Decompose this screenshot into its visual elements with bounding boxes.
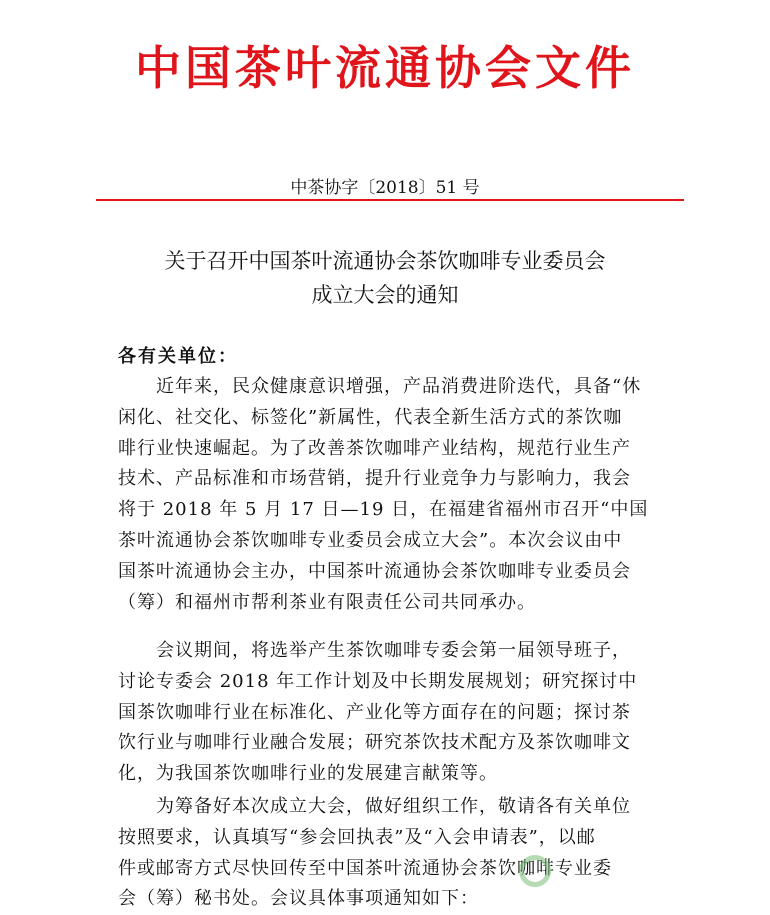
cursor-ring-indicator xyxy=(519,855,551,887)
salutation: 各有关单位： xyxy=(118,346,238,367)
paragraph-2 xyxy=(118,636,663,790)
paragraph-line: 饮行业与咖啡行业融合发展；研究茶饮技术配方及茶饮咖啡文 xyxy=(118,732,631,754)
paragraph-line: （筹）和福州市帮利茶业有限责任公司共同承办。 xyxy=(118,591,536,613)
paragraph-line: 会议期间，将选举产生茶饮咖啡专委会第一届领导班子， xyxy=(156,640,631,661)
paragraph-line: 国茶饮咖啡行业在标准化、产业化等方面存在的问题；探讨茶 xyxy=(118,701,631,723)
paragraph-line: 讨论专委会 2018 年工作计划及中长期发展规划；研究探讨中 xyxy=(118,670,638,692)
issuer-header: 中国茶叶流通协会文件 xyxy=(135,41,635,95)
paragraph-line: 化，为我国茶饮咖啡行业的发展建言献策等。 xyxy=(118,763,498,785)
paragraph-line: 国茶叶流通协会主办，中国茶叶流通协会茶饮咖啡专业委员会 xyxy=(118,560,631,582)
paragraph-line: 按照要求，认真填写“参会回执表”及“入会申请表”，以邮 xyxy=(118,826,596,848)
paragraph-line: 茶叶流通协会茶饮咖啡专业委员会成立大会”。本次会议由中 xyxy=(118,529,623,551)
document-number: 中茶协字〔2018〕51 号 xyxy=(290,178,480,198)
paragraph-line: 会（筹）秘书处。会议具体事项通知如下： xyxy=(118,888,479,910)
paragraph-line: 件或邮寄方式尽快回传至中国茶叶流通协会茶饮咖啡专业委 xyxy=(118,857,612,879)
title-line-2: 成立大会的通知 xyxy=(311,283,459,307)
paragraph-line: 将于 2018 年 5 月 17 日—19 日，在福建省福州市召开“中国 xyxy=(118,499,649,521)
document-title xyxy=(0,244,770,312)
paragraph-line: 闲化、社交化、标签化”新属性，代表全新生活方式的茶饮咖 xyxy=(118,406,623,428)
paragraph-3 xyxy=(118,792,663,915)
paragraph-line: 近年来，民众健康意识增强，产品消费进阶迭代，具备“休 xyxy=(156,376,642,397)
paragraph-line: 啡行业快速崛起。为了改善茶饮咖啡产业结构，规范行业生产 xyxy=(118,437,631,459)
paragraph-line: 为筹备好本次成立大会，做好组织工作，敬请各有关单位 xyxy=(156,796,631,817)
title-line-1: 关于召开中国茶叶流通协会茶饮咖啡专业委员会 xyxy=(164,249,606,273)
red-divider-line xyxy=(96,199,684,201)
paragraph-1 xyxy=(118,372,663,618)
paragraph-line: 技术、产品标准和市场营销，提升行业竞争力与影响力，我会 xyxy=(118,468,631,490)
